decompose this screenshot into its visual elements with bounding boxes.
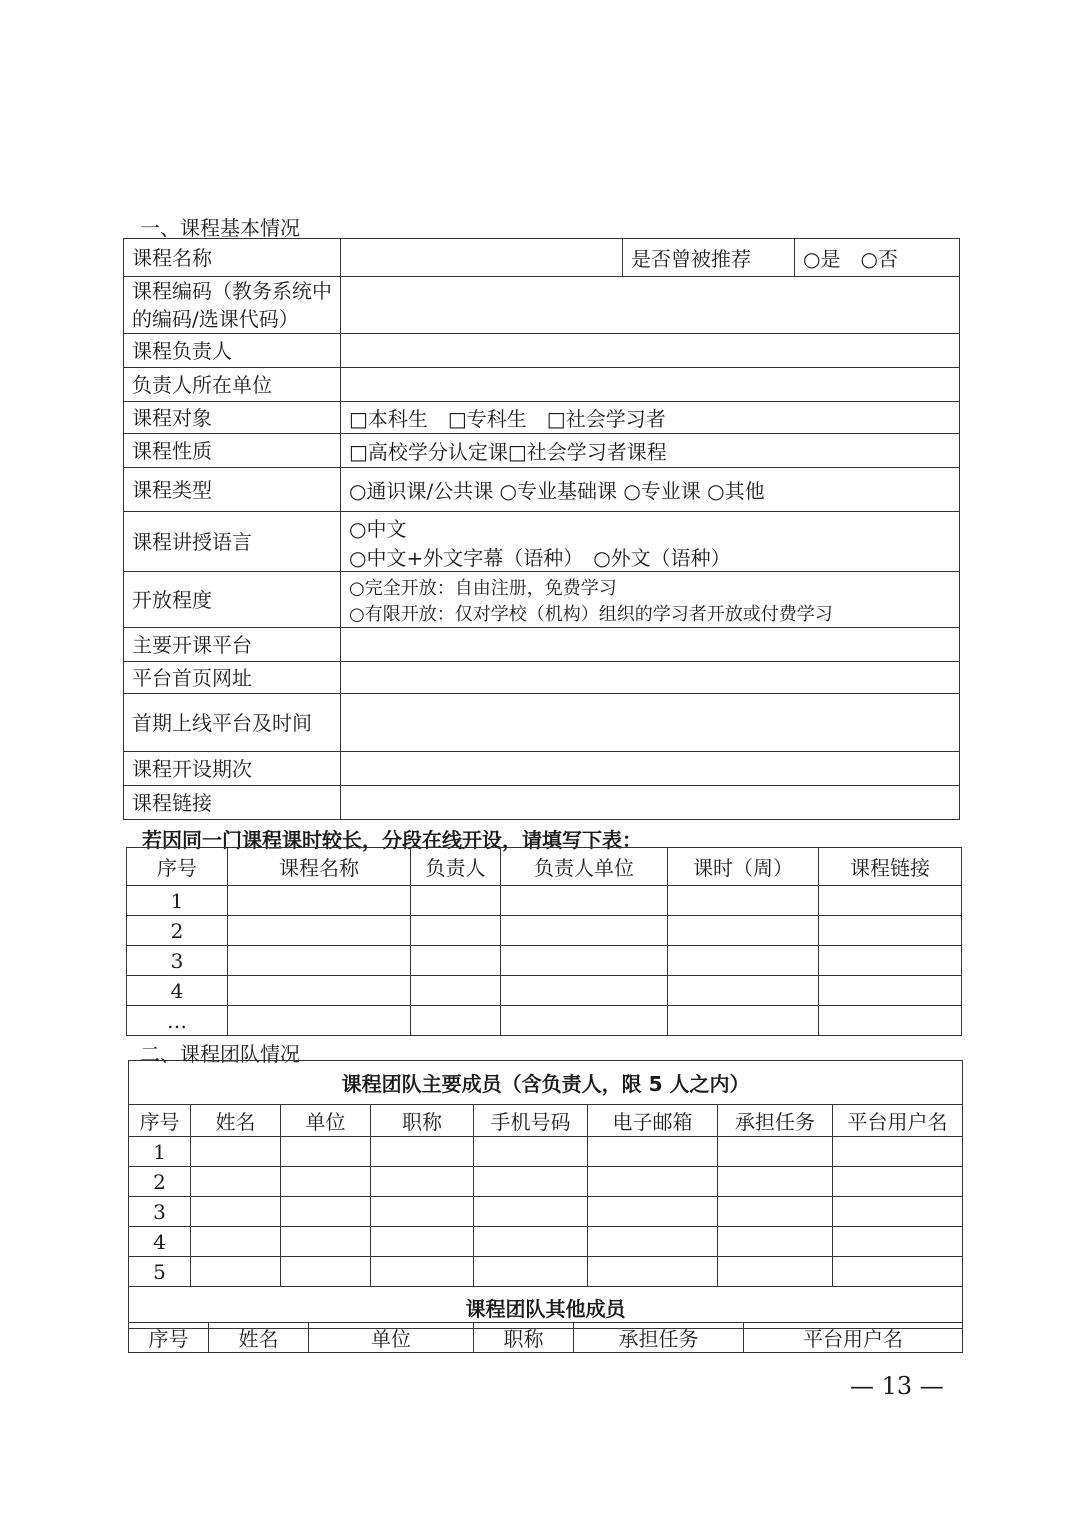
cell[interactable] bbox=[668, 946, 819, 976]
row-index: … bbox=[127, 1006, 228, 1036]
header-cell: 电子邮箱 bbox=[588, 1105, 718, 1137]
nature-options[interactable]: □高校学分认定课□社会学习者课程 bbox=[341, 434, 960, 468]
first-launch-label: 首期上线平台及时间 bbox=[124, 694, 341, 752]
cell[interactable] bbox=[833, 1257, 963, 1287]
cell[interactable] bbox=[411, 946, 501, 976]
platform-label: 主要开课平台 bbox=[124, 628, 341, 662]
header-cell: 序号 bbox=[129, 1105, 191, 1137]
cell[interactable] bbox=[718, 1257, 833, 1287]
cell[interactable] bbox=[819, 886, 962, 916]
cell[interactable] bbox=[501, 916, 668, 946]
course-code-field[interactable] bbox=[341, 277, 960, 334]
cell[interactable] bbox=[474, 1227, 588, 1257]
link-field[interactable] bbox=[341, 786, 960, 820]
main-members-caption: 课程团队主要成员（含负责人，限 5 人之内） bbox=[129, 1061, 963, 1105]
table-row bbox=[127, 976, 962, 1006]
course-name-field[interactable] bbox=[341, 239, 623, 277]
recommended-options[interactable]: ○是 ○否 bbox=[795, 239, 960, 277]
leader-unit-field[interactable] bbox=[341, 368, 960, 402]
recommended-label: 是否曾被推荐 bbox=[623, 239, 795, 277]
row-index: 4 bbox=[129, 1227, 191, 1257]
table-row bbox=[129, 1257, 963, 1287]
cell[interactable] bbox=[411, 916, 501, 946]
cell[interactable] bbox=[371, 1227, 474, 1257]
language-label: 课程讲授语言 bbox=[124, 512, 341, 572]
course-code-label: 课程编码（教务系统中的编码/选课代码） bbox=[124, 277, 341, 334]
cell[interactable] bbox=[474, 1137, 588, 1167]
cell[interactable] bbox=[819, 916, 962, 946]
openness-option-full[interactable]: ○完全开放：自由注册，免费学习 bbox=[349, 577, 617, 599]
table-row bbox=[127, 946, 962, 976]
header-cell: 课程链接 bbox=[819, 848, 962, 886]
row-index: 1 bbox=[127, 886, 228, 916]
cell[interactable] bbox=[668, 886, 819, 916]
row-index: 1 bbox=[129, 1137, 191, 1167]
row-index: 4 bbox=[127, 976, 228, 1006]
header-cell: 承担任务 bbox=[574, 1323, 744, 1353]
cell[interactable] bbox=[588, 1137, 718, 1167]
header-cell: 负责人 bbox=[411, 848, 501, 886]
row-index: 5 bbox=[129, 1257, 191, 1287]
cell[interactable] bbox=[281, 1137, 371, 1167]
cell[interactable] bbox=[501, 1006, 668, 1036]
language-options[interactable] bbox=[341, 512, 960, 572]
section1-title: 一、课程基本情况 bbox=[140, 216, 300, 240]
other-members-caption: 课程团队其他成员 bbox=[129, 1287, 963, 1329]
cell[interactable] bbox=[371, 1257, 474, 1287]
audience-options[interactable]: □本科生 □专科生 □社会学习者 bbox=[341, 402, 960, 434]
cell[interactable] bbox=[371, 1167, 474, 1197]
openness-label: 开放程度 bbox=[124, 572, 341, 628]
cell[interactable] bbox=[371, 1197, 474, 1227]
cell[interactable] bbox=[191, 1167, 281, 1197]
other-members-table bbox=[128, 1322, 963, 1353]
row-index: 3 bbox=[127, 946, 228, 976]
leader-field[interactable] bbox=[341, 334, 960, 368]
openness-options[interactable] bbox=[341, 572, 960, 628]
cell[interactable] bbox=[228, 946, 411, 976]
cell[interactable] bbox=[668, 1006, 819, 1036]
platform-field[interactable] bbox=[341, 628, 960, 662]
header-cell: 课程名称 bbox=[228, 848, 411, 886]
cell[interactable] bbox=[668, 976, 819, 1006]
cell[interactable] bbox=[281, 1197, 371, 1227]
cell[interactable] bbox=[819, 1006, 962, 1036]
cell[interactable] bbox=[281, 1167, 371, 1197]
header-cell: 平台用户名 bbox=[833, 1105, 963, 1137]
homepage-label: 平台首页网址 bbox=[124, 662, 341, 694]
first-launch-field[interactable] bbox=[341, 694, 960, 752]
page-number: — 13 — bbox=[850, 1372, 944, 1400]
type-label: 课程类型 bbox=[124, 468, 341, 512]
cell[interactable] bbox=[228, 886, 411, 916]
language-option-foreign[interactable]: ○中文+外文字幕（语种） ○外文（语种） bbox=[349, 545, 731, 570]
cell[interactable] bbox=[411, 1006, 501, 1036]
table-row bbox=[129, 1167, 963, 1197]
course-name-label: 课程名称 bbox=[124, 239, 341, 277]
table-row bbox=[127, 886, 962, 916]
segments-table bbox=[126, 847, 962, 1036]
link-label: 课程链接 bbox=[124, 786, 341, 820]
cell[interactable] bbox=[718, 1167, 833, 1197]
cell[interactable] bbox=[281, 1257, 371, 1287]
header-cell: 姓名 bbox=[209, 1323, 309, 1353]
cell[interactable] bbox=[588, 1167, 718, 1197]
table-row bbox=[129, 1197, 963, 1227]
cell[interactable] bbox=[191, 1197, 281, 1227]
cell[interactable] bbox=[588, 1257, 718, 1287]
cell[interactable] bbox=[588, 1197, 718, 1227]
sessions-field[interactable] bbox=[341, 752, 960, 786]
cell[interactable] bbox=[191, 1227, 281, 1257]
sessions-label: 课程开设期次 bbox=[124, 752, 341, 786]
cell[interactable] bbox=[501, 946, 668, 976]
cell[interactable] bbox=[371, 1137, 474, 1167]
other-members-header-row bbox=[129, 1323, 963, 1353]
section2-title: 二、课程团队情况 bbox=[140, 1042, 300, 1066]
homepage-field[interactable] bbox=[341, 662, 960, 694]
cell[interactable] bbox=[718, 1197, 833, 1227]
row-index: 2 bbox=[129, 1167, 191, 1197]
leader-unit-label: 负责人所在单位 bbox=[124, 368, 341, 402]
cell[interactable] bbox=[819, 946, 962, 976]
header-cell: 手机号码 bbox=[474, 1105, 588, 1137]
header-cell: 承担任务 bbox=[718, 1105, 833, 1137]
cell[interactable] bbox=[833, 1137, 963, 1167]
cell[interactable] bbox=[228, 976, 411, 1006]
main-members-header-row bbox=[129, 1105, 963, 1137]
cell[interactable] bbox=[833, 1227, 963, 1257]
header-cell: 负责人单位 bbox=[501, 848, 668, 886]
cell[interactable] bbox=[501, 976, 668, 1006]
cell[interactable] bbox=[833, 1167, 963, 1197]
table-row bbox=[129, 1137, 963, 1167]
cell[interactable] bbox=[718, 1227, 833, 1257]
table-row bbox=[127, 916, 962, 946]
header-cell: 平台用户名 bbox=[744, 1323, 963, 1353]
openness-option-limited[interactable]: ○有限开放：仅对学校（机构）组织的学习者开放或付费学习 bbox=[349, 603, 833, 625]
basic-info-table bbox=[123, 238, 960, 820]
cell[interactable] bbox=[228, 916, 411, 946]
cell[interactable] bbox=[501, 886, 668, 916]
header-cell: 序号 bbox=[129, 1323, 209, 1353]
cell[interactable] bbox=[474, 1197, 588, 1227]
cell[interactable] bbox=[411, 976, 501, 1006]
cell[interactable] bbox=[411, 886, 501, 916]
cell[interactable] bbox=[474, 1257, 588, 1287]
type-options[interactable]: ○通识课/公共课 ○专业基础课 ○专业课 ○其他 bbox=[341, 468, 960, 512]
audience-label: 课程对象 bbox=[124, 402, 341, 434]
cell[interactable] bbox=[228, 1006, 411, 1036]
nature-label: 课程性质 bbox=[124, 434, 341, 468]
segment-note: 若因同一门课程课时较长，分段在线开设，请填写下表： bbox=[142, 828, 642, 852]
cell[interactable] bbox=[191, 1137, 281, 1167]
header-cell: 姓名 bbox=[191, 1105, 281, 1137]
header-cell: 课时（周） bbox=[668, 848, 819, 886]
header-cell: 职称 bbox=[474, 1323, 574, 1353]
header-cell: 单位 bbox=[309, 1323, 474, 1353]
header-cell: 序号 bbox=[127, 848, 228, 886]
main-members-table bbox=[128, 1060, 963, 1329]
row-index: 3 bbox=[129, 1197, 191, 1227]
leader-label: 课程负责人 bbox=[124, 334, 341, 368]
cell[interactable] bbox=[718, 1137, 833, 1167]
cell[interactable] bbox=[191, 1257, 281, 1287]
table-row bbox=[127, 1006, 962, 1036]
table-row bbox=[129, 1227, 963, 1257]
cell[interactable] bbox=[281, 1227, 371, 1257]
row-index: 2 bbox=[127, 916, 228, 946]
language-option-chinese[interactable]: ○中文 bbox=[349, 516, 407, 541]
cell[interactable] bbox=[588, 1227, 718, 1257]
cell[interactable] bbox=[474, 1167, 588, 1197]
cell[interactable] bbox=[668, 916, 819, 946]
cell[interactable] bbox=[833, 1197, 963, 1227]
header-cell: 职称 bbox=[371, 1105, 474, 1137]
segments-header-row bbox=[127, 848, 962, 886]
cell[interactable] bbox=[819, 976, 962, 1006]
header-cell: 单位 bbox=[281, 1105, 371, 1137]
